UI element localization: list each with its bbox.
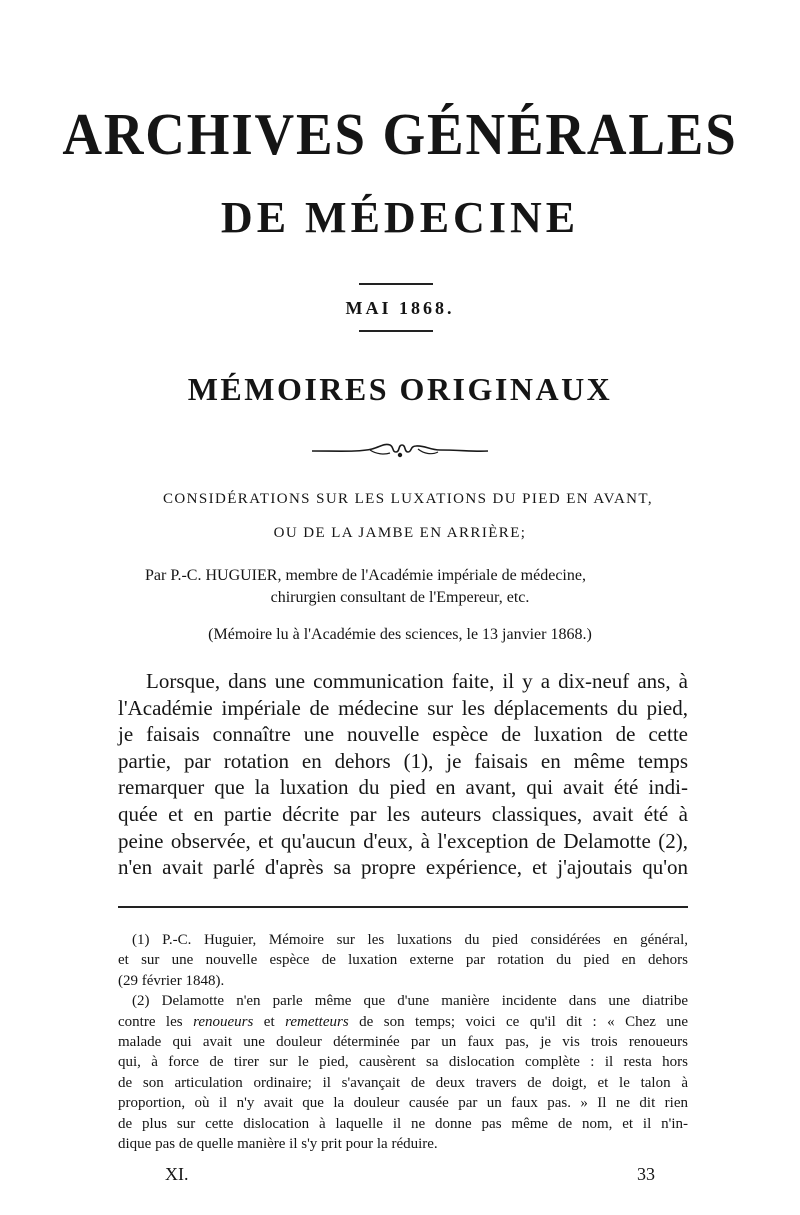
footnotes: [118, 930, 688, 1154]
footnote-2-line: malade qui avait une douleur déterminée par un faux pas, je vis trois renoueurs: [118, 1033, 688, 1050]
memoire-note: (Mémoire lu à l'Académie des sciences, le 13 janvier 1868.): [208, 626, 592, 643]
ornamental-divider-icon: [310, 437, 490, 463]
issue-date: MAI 1868.: [345, 298, 455, 318]
footnote-2-line: proportion, où il n'y avait que la douleur causée par un faux pas. » Il ne dit rien: [118, 1095, 688, 1112]
article-title-line: OU DE LA JAMBE EN ARRIÈRE;: [273, 525, 527, 541]
body-line: Lorsque, dans une communication faite, il y a dix-neuf ans, à: [146, 669, 688, 693]
footnote-2-line: [118, 1012, 688, 1032]
body-line: quée et en partie décrite par les auteurs classiques, avait été à: [118, 801, 688, 826]
section-title: MÉMOIRES ORIGINAUX: [187, 371, 613, 407]
signature-mark: XI.: [165, 1164, 189, 1184]
footnote-1-line: (29 février 1848).: [118, 972, 225, 989]
author-line: Par P.-C. HUGUIER, membre de l'Académie impériale de médecine,: [145, 567, 586, 584]
footnote-2-line: qui, à force de tirer sur le pied, causèrent sa dislocation complète : il resta hors: [118, 1054, 688, 1071]
page-number: 33: [637, 1164, 655, 1184]
issue-date-bottom-rule: [359, 330, 433, 332]
journal-subtitle: DE MÉDECINE: [220, 193, 580, 242]
footnote-2-text: de son temps; voici ce qu'il dit : « Chez une: [348, 1013, 689, 1030]
issue-date-top-rule: [359, 283, 433, 285]
body-line: n'en avait parlé d'après sa propre expérience, et j'ajoutais qu'on: [118, 855, 688, 880]
footnote-2-line: (2) Delamotte n'en parle même que d'une manière incidente dans une diatribe: [132, 993, 688, 1010]
article-title-line: CONSIDÉRATIONS SUR LES LUXATIONS DU PIED EN AVANT,: [162, 491, 654, 507]
footnote-2-italic-term: remetteurs: [285, 1013, 349, 1030]
body-line: peine observée, et qu'aucun d'eux, à l'exception de Delamotte (2),: [118, 828, 688, 853]
footnote-2-text: et: [253, 1013, 286, 1030]
journal-title: ARCHIVES GÉNÉRALES: [62, 101, 738, 167]
body-line: remarquer que la luxation du pied en avant, qui avait été indi-: [118, 775, 688, 800]
author-line: chirurgien consultant de l'Empereur, etc.: [270, 589, 530, 606]
footnote-1-line: (1) P.-C. Huguier, Mémoire sur les luxations du pied considérées en général,: [132, 932, 688, 948]
body-line: je faisais connaître une nouvelle espèce de luxation de cette: [118, 722, 688, 747]
body-paragraph: [118, 668, 688, 881]
footnote-2-line: de plus sur cette dislocation à laquelle il ne donne pas même de nom, et il n'in-: [118, 1115, 688, 1132]
footnote-2-line: de son articulation ordinaire; il s'avançait de deux travers de doigt, et le talon à: [118, 1074, 688, 1091]
footnote-2-text: contre les: [118, 1013, 194, 1030]
body-line: l'Académie impériale de médecine sur les déplacements du pied,: [118, 695, 688, 720]
footnote-2-line: dique pas de quelle manière il s'y prit pour la réduire.: [118, 1135, 438, 1152]
footnote-2-italic-term: renoueurs: [193, 1013, 254, 1030]
footnote-separator: [118, 906, 688, 908]
footnote-1-line: et sur une nouvelle espèce de luxation externe par rotation du pied en dehors: [118, 952, 688, 969]
body-line: partie, par rotation en dehors (1), je faisais en même temps: [118, 748, 688, 773]
